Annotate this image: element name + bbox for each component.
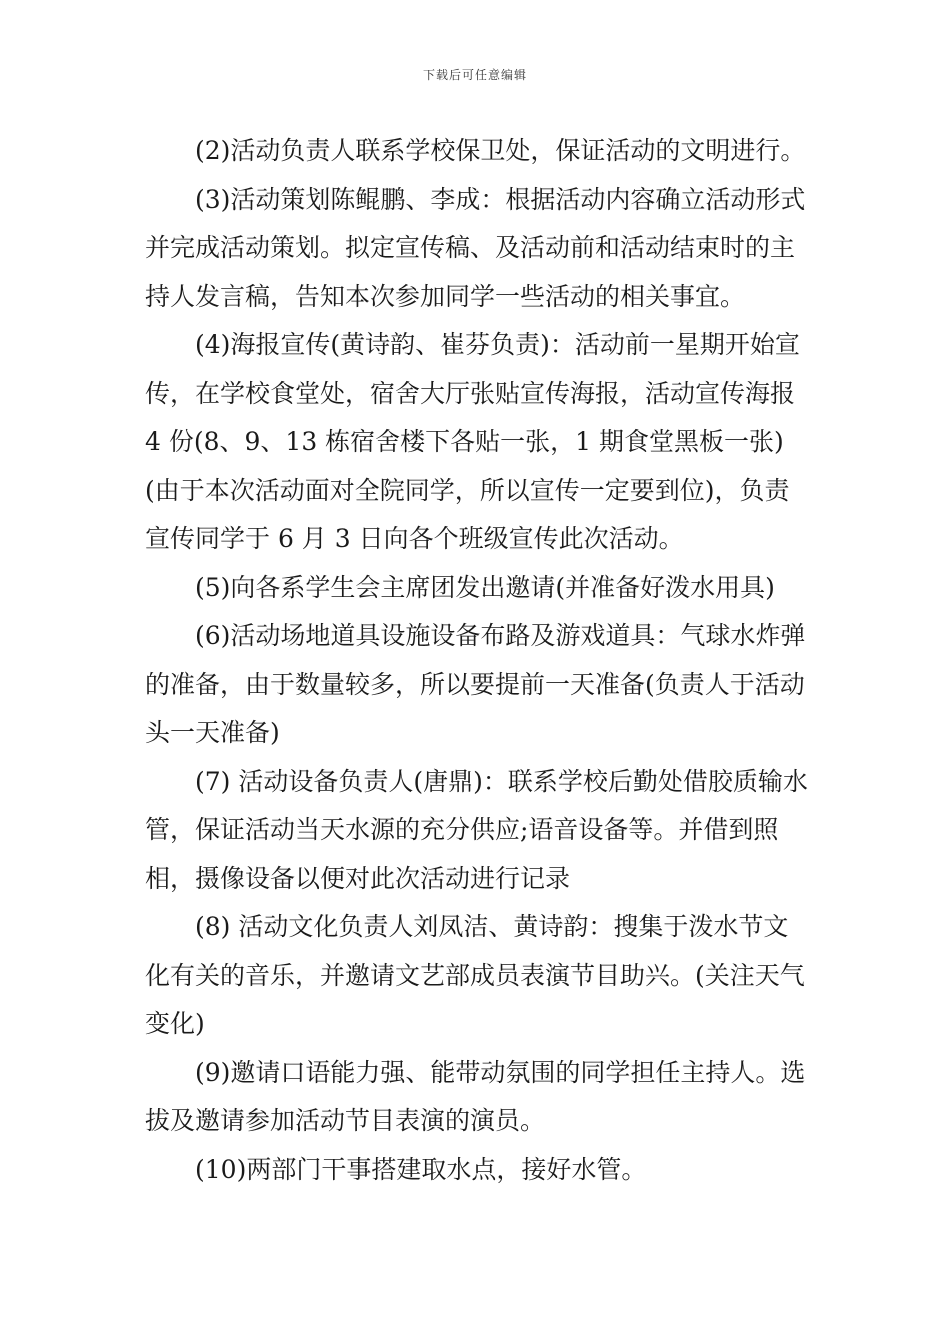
page-header: 下载后可任意编辑 <box>422 68 527 82</box>
paragraph-item-5: (5)向各系学生会主席团发出邀请(并准备好泼水用具) <box>195 572 775 602</box>
paragraph-item-4: (4)海报宣传(黄诗韵、崔芬负责)：活动前一星期开始宣传，在学校食堂处，宿舍大厅张贴宣传海报，活动宣传海报 4 份(8、9、13 栋宿舍楼下各贴一张，1 期食堂黑板一张)(由于本次活动面对全院同学，所以宣传一定要到位)，负责宣传同学于 6 月 3 日向各个班级宣传此次活动。 <box>145 330 800 553</box>
paragraph-item-2: (2)活动负责人联系学校保卫处，保证活动的文明进行。 <box>195 136 806 165</box>
paragraph-item-7: (7) 活动设备负责人(唐鼎)：联系学校后勤处借胶质输水管，保证活动当天水源的充分供应;语音设备等。并借到照相，摄像设备以便对此次活动进行记录 <box>145 766 808 893</box>
paragraph-item-10: (10)两部门干事搭建取水点，接好水管。 <box>195 1154 647 1184</box>
paragraph-item-8: (8) 活动文化负责人刘凤洁、黄诗韵：搜集于泼水节文化有关的音乐，并邀请文艺部成员表演节目助兴。(关注天气变化) <box>145 912 805 1038</box>
paragraph-item-3: (3)活动策划陈鲲鹏、李成：根据活动内容确立活动形式并完成活动策划。拟定宣传稿、及活动前和活动结束时的主持人发言稿，告知本次参加同学一些活动的相关事宜。 <box>145 184 806 311</box>
paragraph-item-6: (6)活动场地道具设施设备布路及游戏道具：气球水炸弹的准备，由于数量较多，所以要提前一天准备(负责人于活动头一天准备) <box>145 621 806 747</box>
paragraph-item-9: (9)邀请口语能力强、能带动氛围的同学担任主持人。选拔及邀请参加活动节目表演的演员。 <box>145 1057 806 1135</box>
document-body <box>145 127 810 1194</box>
